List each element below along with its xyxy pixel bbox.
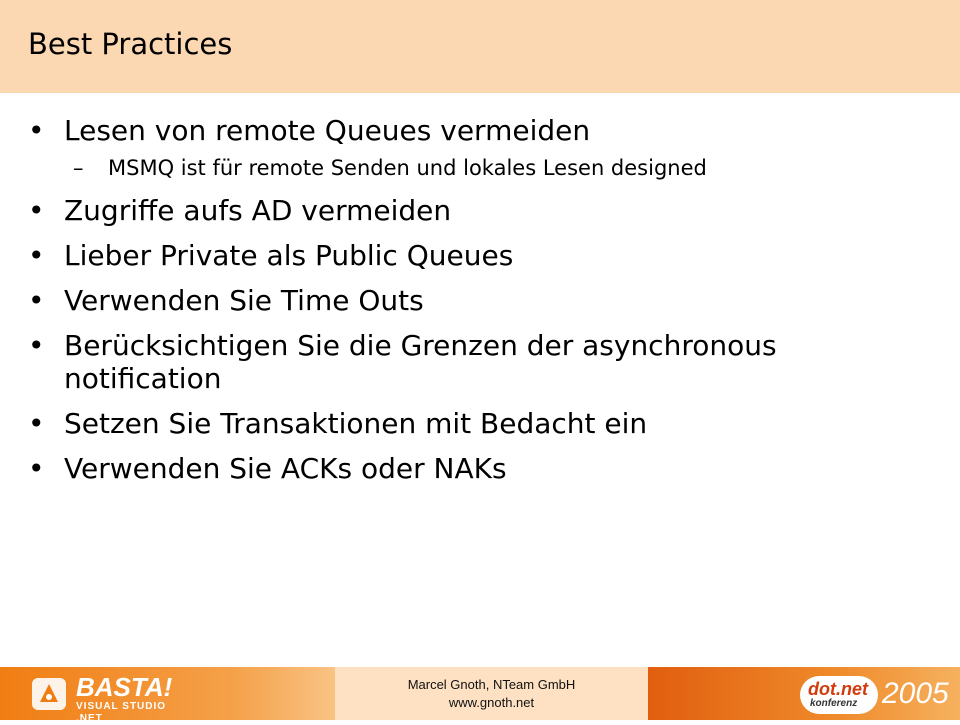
bullet-icon: • (28, 194, 45, 227)
bullet-item (28, 452, 928, 485)
bullet-item (28, 329, 928, 395)
bullet-icon: • (28, 239, 45, 272)
bullet-text: Berücksichtigen Sie die Grenzen der asynchronous notification (64, 329, 777, 395)
bullet-text: Verwenden Sie Time Outs (64, 284, 424, 317)
footer-left-band (0, 667, 335, 724)
footer-author: Marcel Gnoth, NTeam GmbH (407, 677, 576, 692)
bullet-item (28, 114, 928, 182)
bullet-icon: • (28, 114, 45, 147)
bullet-item (28, 407, 928, 440)
bullet-text: Zugriffe aufs AD vermeiden (64, 194, 452, 227)
bullet-text: Lesen von remote Queues vermeiden (64, 114, 591, 147)
dotnet-logo-sub: konferenz (810, 698, 858, 709)
slide-footer (0, 667, 960, 724)
bullet-text: Setzen Sie Transaktionen mit Bedacht ein (64, 407, 648, 440)
sub-bullet-item (64, 155, 928, 182)
dotnet-logo-year: 2005 (882, 677, 949, 710)
dotnet-logo-word: dot.net (808, 679, 868, 699)
dash-icon: – (73, 156, 84, 180)
bullet-list (28, 114, 928, 497)
bullet-icon: • (28, 452, 45, 485)
bullet-item (28, 284, 928, 317)
basta-logo-sub: VISUAL STUDIO .NET (76, 701, 167, 724)
basta-mark-icon (30, 674, 70, 714)
bullet-text: Verwenden Sie ACKs oder NAKs (64, 452, 507, 485)
bullet-item (28, 239, 928, 272)
sub-bullet-text: MSMQ ist für remote Senden und lokales Lesen designed (108, 156, 707, 180)
basta-logo-word: BASTA! (76, 672, 173, 702)
dotnet-konferenz-logo (800, 672, 950, 716)
bullet-text: Lieber Private als Public Queues (64, 239, 514, 272)
bullet-icon: • (28, 284, 45, 317)
footer-credits (335, 667, 648, 720)
bullet-item (28, 194, 928, 227)
slide-title: Best Practices (28, 27, 233, 61)
bullet-icon: • (28, 329, 45, 362)
footer-website: www.gnoth.net (448, 695, 535, 710)
basta-logo (30, 672, 180, 724)
bullet-icon: • (28, 407, 45, 440)
slide-header (0, 0, 960, 93)
dotnet-badge (800, 676, 878, 714)
